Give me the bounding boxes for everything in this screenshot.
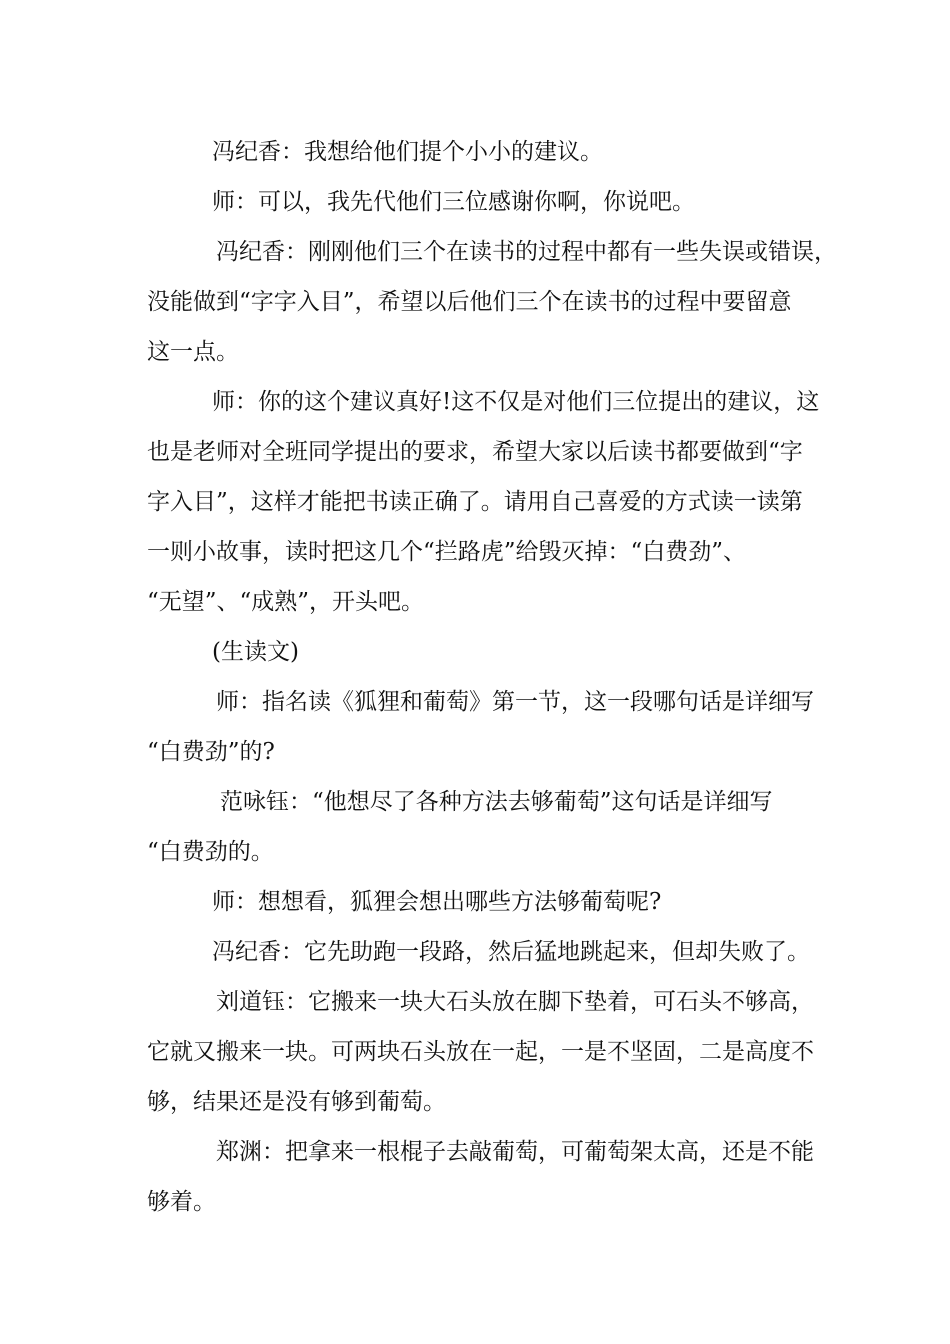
text-line: 冯纪香：刚刚他们三个在读书的过程中都有一些失误或错误， xyxy=(216,239,837,265)
text-line: 冯纪香：它先助跑一段路，然后猛地跳起来，但却失败了。 xyxy=(212,939,810,965)
text-line: 师：想想看，狐狸会想出哪些方法够葡萄呢? xyxy=(212,889,662,915)
text-line: 没能做到“字字入目”，希望以后他们三个在读书的过程中要留意 xyxy=(147,289,792,315)
text-line: 范咏钰：“他想尽了各种方法去够葡萄”这句话是详细写 xyxy=(220,789,773,815)
text-line: 师：指名读《狐狸和葡萄》第一节，这一段哪句话是详细写 xyxy=(216,689,814,715)
text-line: 冯纪香：我想给他们提个小小的建议。 xyxy=(212,139,603,165)
text-line: “无望”、“成熟”，开头吧。 xyxy=(147,589,425,615)
text-line: 刘道钰：它搬来一块大石头放在脚下垫着，可石头不够高， xyxy=(216,989,814,1015)
text-line: 字入目”，这样才能把书读正确了。请用自己喜爱的方式读一读第 xyxy=(147,489,803,515)
text-line: “白费劲的。 xyxy=(147,839,274,865)
text-line: 这一点。 xyxy=(147,339,239,365)
text-line: 够着。 xyxy=(147,1189,216,1215)
text-line: 郑渊：把拿来一根棍子去敲葡萄，可葡萄架太高，还是不能 xyxy=(216,1139,814,1165)
text-line: 一则小故事，读时把这几个“拦路虎”给毁灭掉：“白费劲”、 xyxy=(147,539,747,565)
text-line: 够，结果还是没有够到葡萄。 xyxy=(147,1089,446,1115)
text-line: “白费劲”的? xyxy=(147,739,275,765)
text-line: 它就又搬来一块。可两块石头放在一起，一是不坚固，二是高度不 xyxy=(147,1039,814,1065)
text-line: 师：你的这个建议真好!这不仅是对他们三位提出的建议，这 xyxy=(212,389,820,415)
text-line: (生读文) xyxy=(212,639,299,665)
text-line: 也是老师对全班同学提出的要求，希望大家以后读书都要做到“字 xyxy=(147,439,803,465)
text-line: 师：可以，我先代他们三位感谢你啊，你说吧。 xyxy=(212,189,695,215)
